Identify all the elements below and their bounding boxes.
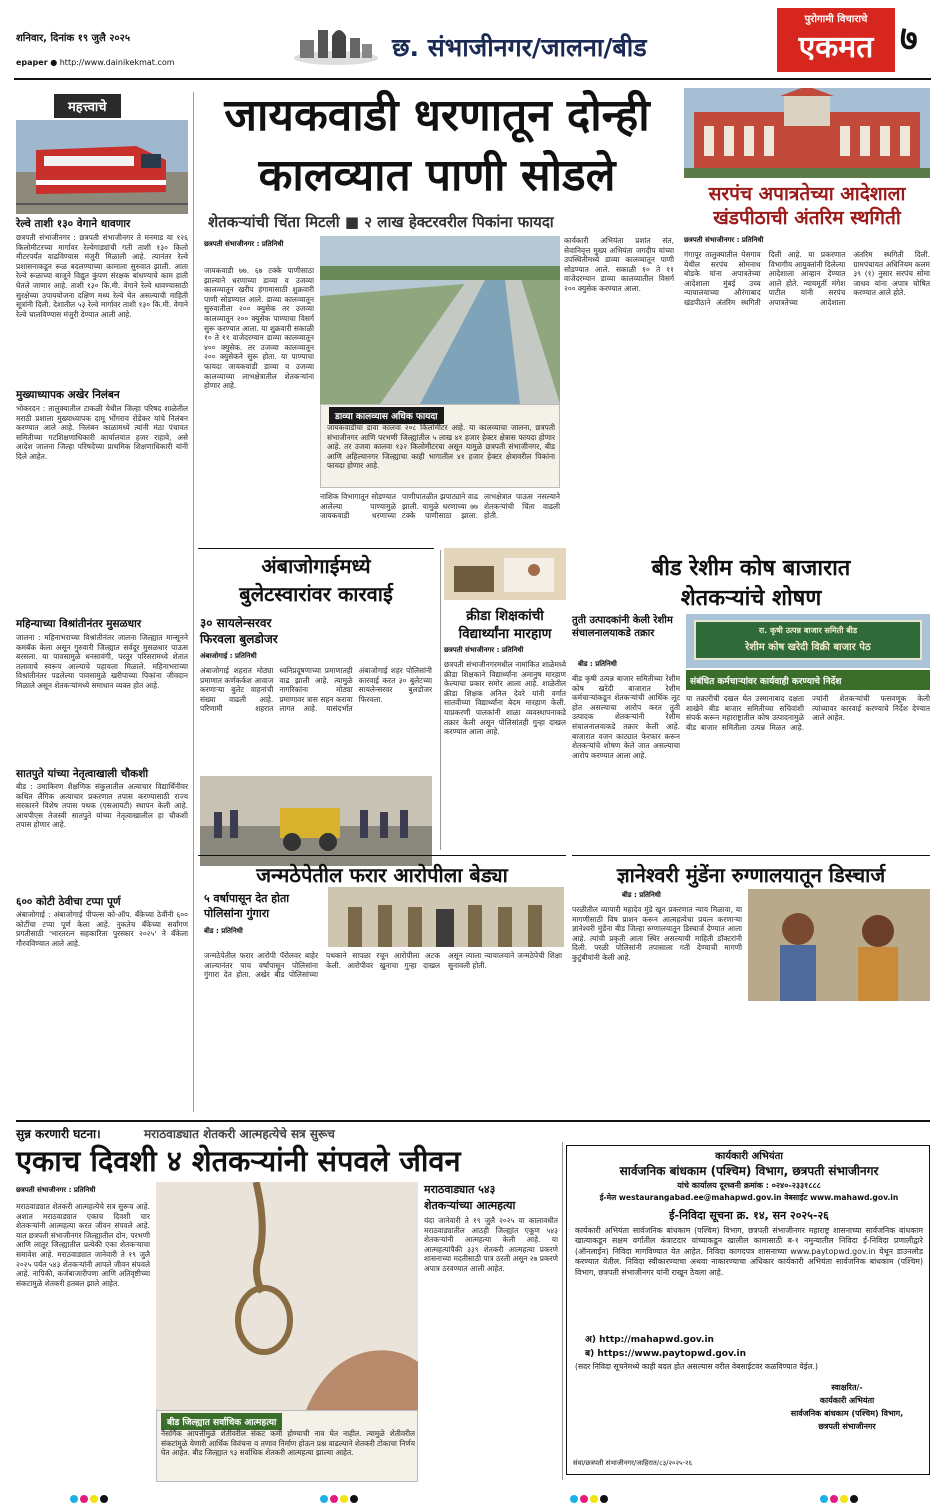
lead-deck: शेतकऱ्यांची चिंता मिटली ■ २ लाख हेक्टरवरील पिकांना फायदा xyxy=(208,213,554,231)
page-number: ७ xyxy=(900,19,918,59)
tender-phone: यांचे कार्यालय दूरध्वनी क्रमांक : ०२४०-२३३१८८८ xyxy=(677,1181,821,1190)
munde-headline: ज्ञानेश्वरी मुंडेंना रुग्णालयातून डिस्चार्ज xyxy=(616,863,886,887)
resham-bar-body: या तक्रारीची दखल घेत उस्मानाबाद दक्षता शाखेने बीड बाजार समितीच्या सचिवांशी संपर्क करून महाराष्ट्रातील कोष उत्पादनामुळे बीड बाजार समितीला उत्पन्न मिळत आहे. ज्यांनी शेतकऱ्यांची फसवणूक केली त्यांच्यावर कारवाई करण्याचे निर्देश देण्यात आले आहेत. xyxy=(686,694,930,732)
market-sign-board xyxy=(694,620,922,660)
feature-box-body: यंदा जानेवारी ते १९ जुलै २०२५ या कालावधीत मराठवाड्यातील आठही जिल्ह्यांत एकूण ५४३ शेतकऱ्यांनी आत्महत्या केली आहे. या आत्महत्यांपैकी ३३९ शेतकरी आत्महत्या प्रकरणे शासनाच्या मदतीसाठी पात्र ठरली असून २७ प्रकरणे अपात्र ठरवण्यात आली आहेत. xyxy=(424,1216,558,1273)
lead-body-b: नाशिक विभागातून सोडण्यात आलेल्या पाण्यामुळे जायकवाडी धरणाच्या पाणीपातळीत झपाट्याने वाढ झाली. यामुळे धरणाच्या ७७ टक्के पाणीसाठा झाला. लाभक्षेत्रात पाऊस नसल्याने शेतकऱ्यांची चिंता वाढली होती. xyxy=(320,492,560,521)
city-skyline-illustration xyxy=(292,18,380,66)
canal-photo xyxy=(320,236,560,404)
tender-sign-4: छत्रपती संभाजीनगर xyxy=(818,1422,876,1431)
story-head-suspension: मुख्याध्यापक अखेर निलंबन xyxy=(16,389,120,401)
brand-logo: एकमत xyxy=(798,30,874,65)
tender-title-top: कार्यकारी अभियंता xyxy=(715,1151,783,1162)
column-divider xyxy=(440,550,441,850)
tender-sign-3: सार्वजनिक बांधकाम (पश्चिम) विभाग, xyxy=(790,1409,904,1418)
registration-marks xyxy=(320,1488,390,1496)
munde-story xyxy=(572,855,930,1115)
story-body-suspension: भोकरदन : तालुक्यातील टाकळी येथील जिल्हा परिषद शाळेतील मराठी प्रशाला मुख्याध्यापक दामू भोंगराव रोडेकर यांचे निलंबन करण्यात आले आहे. निलंबन काळामध्ये त्यांनी मंठा पंचायत समितीच्या गटशिक्षणाधिकारी कार्यालयात हजर राहावे, असे आदेश जालना जिल्हा परिषदेच्या प्राथमिक शिक्षणाधिकारी यांनी दिले आहेत. xyxy=(16,404,188,461)
market-sign-line-1: रा. कृषी उत्पन्न बाजार समिती बीड xyxy=(758,626,858,635)
lead-headline-2: कालव्यात पाणी सोडले xyxy=(258,150,616,201)
tender-notice-number: ई-निविदा सूचना क्र. १४, सन २०२५-२६ xyxy=(669,1209,829,1222)
canal-caption-body: जायकवाडीचा डावा कालवा २०८ किलोमीटर आहे. या कालव्याचा जालना, छत्रपती संभाजीनगर आणि परभणी जिल्ह्यांतील ५ लाख ४१ हजार हेक्टर क्षेत्रास फायदा होणार आहे. तर उजवा कालवा १३२ किलोमीटरचा असून यामुळे छत्रपती संभाजीनगर, बीड आणि अहिल्यानगर जिल्ह्याचा काही भागातील ४१ हजार हेक्टर क्षेत्रावरील पिकांना फायदा होणार आहे. xyxy=(327,423,555,471)
story-body-rain: जालना : महिनाभराच्या विश्रांतीनंतर जालना जिल्ह्यात मान्सूनने कमबॅक केला असून गुरुवारी जिल्ह्यात सर्वदूर मुसळधार पाऊस बरसला. या पावसामुळे धनसावंगी, परतूर परिसरामध्ये शेतात तलावाचे स्वरूप आल्याचे पहायला मिळाले. महिनाभराच्या विश्रांतीनंतर पडलेल्या पावसामुळे खरीपाच्या पिकांना जीवदान मिळाले असून शेतकऱ्यांमध्ये समाधान व्यक्त होत आहे. xyxy=(16,633,188,690)
issue-date: शनिवार, दिनांक १९ जुलै २०२५ xyxy=(16,33,131,44)
story-head-rain: महिन्याच्या विश्रांतीनंतर मुसळधार xyxy=(16,618,142,630)
discharge-photo xyxy=(748,889,930,1001)
sarpanch-headline-2: खंडपीठाची अंतरिम स्थगिती xyxy=(713,207,901,229)
market-sign-photo xyxy=(686,614,930,668)
ambajogai-body: अंबाजोगाई शहरात मोठ्या प्रमाणात कर्णकर्कश आवाज करणाऱ्या बुलेट वाहनांची संख्या वाढली आहे. परिणामी शहरात ध्वनिप्रदूषणाच्या प्रमाणातही वाढ झाली आहे. त्यामुळे नागरिकांना मोठ्या प्रमाणावर त्रास सहन करावा लागत आहे. यासंदर्भात अंबाजोगाई शहर पोलिसांनी कारवाई करत ३० बुलेटच्या सायलेन्सरवर बुलडोजर फिरवला. xyxy=(200,666,432,714)
epaper-line xyxy=(16,58,175,67)
resham-headline-1: बीड रेशीम कोष बाजारात xyxy=(651,556,851,581)
resham-deck: तुती उत्पादकांनी केली रेशीम संचालनालयाकडे तक्रार xyxy=(572,615,673,639)
section-tag: महत्त्वाचे xyxy=(54,94,121,118)
feature-kicker-1: सुन्न करणारी घटना। xyxy=(16,1127,101,1141)
epaper-label: epaper xyxy=(16,58,48,67)
ambajogai-headline-2: बुलेटस्वारांवर कारवाई xyxy=(239,582,393,606)
police-group-photo xyxy=(328,887,564,947)
feature-box-head-2: शेतकऱ्यांच्या आत्महत्या xyxy=(424,1199,516,1212)
resham-highlight-bar xyxy=(686,670,930,690)
feature-caption-body: नैसर्गिक आपत्तीमुळे शेतीवरील संकट कमी होण्याची नाव घेत नाहीत. त्यामुळे शेतीवरील संकटांमुळे येणारी आर्थिक विवंचना व तणाव निर्माण होऊन प्रश्न वाढल्याने शेतकरी टोकाचा निर्णय घेत आहेत. बीड जिल्ह्यात ९३ सर्वाधिक शेतकरी आत्महत्या झाल्या आहेत. xyxy=(161,1429,415,1458)
ambajogai-headline-1: अंबाजोगाईमध्ये xyxy=(261,554,371,578)
story-head-inquiry: सातपुते यांच्या नेतृत्वाखाली चौकशी xyxy=(16,768,149,780)
registration-marks xyxy=(70,1488,140,1496)
tender-link-a[interactable]: अ) http://mahapwd.gov.in xyxy=(585,1335,714,1345)
janmathep-body: जन्मठेपेतील फरार आरोपी पॅरोलवर बाहेर आल्यानंतर पाच वर्षांपासून पोलिसांना गुंगारा देत होता. अखेर बीड पोलिसांच्या पथकाने सापळा रचून आरोपीला अटक केली. आरोपीवर खुनाचा गुन्हा दाखल असून त्याला न्यायालयाने जन्मठेपेची शिक्षा सुनावली होती. xyxy=(204,951,562,980)
krida-headline-1: क्रीडा शिक्षकांची xyxy=(466,608,544,624)
feature-box-head-1: मराठवाड्यात ५४३ xyxy=(424,1183,496,1196)
krida-byline: छत्रपती संभाजीनगर : प्रतिनिधी xyxy=(444,646,524,654)
ambajogai-byline: अंबाजोगाई : प्रतिनिधी xyxy=(200,652,257,660)
bulldozer-photo xyxy=(200,776,432,866)
munde-byline: बीड : प्रतिनिधी xyxy=(622,891,661,899)
feature-kicker-2: मराठवाड्यात शेतकरी आत्महत्येचे सत्र सुरूच xyxy=(144,1127,335,1141)
sarpanch-byline: छत्रपती संभाजीनगर : प्रतिनिधी xyxy=(684,236,764,244)
resham-highlight-text: संबंधित कर्मचाऱ्यांवर कार्यवाही करण्याचे निर्देश xyxy=(690,677,842,687)
globe-icon: ● xyxy=(50,58,58,67)
tender-body: कार्यकारी अभियंता सार्वजनिक बांधकाम (पश्चिम) विभाग, छत्रपती संभाजीनगर महाराष्ट्र शासनाच्या सार्वजनिक बांधकाम खात्याकडून सक्षम वर्गातील कंत्राटदार यांच्याकडून खालील कामासाठी ब-१ नमुन्यातील निविदा ई-निविदा प्रणालीद्वारे (ऑनलाईन) निविदा मागविण्यात येत आहेत. निविदा कागदपत्र शासनाच्या www.paytopwd.gov.in येथून डाउनलोड करण्यात येतील. निविदा स्वीकारण्याचा अथवा नाकारण्याचा अधिकार कार्यकारी अभियंता सार्वजनिक बांधकाम (पश्चिम) विभाग, छत्रपती संभाजीनगर यांनी राखून ठेवला आहे. xyxy=(575,1226,923,1277)
feature-stat-box xyxy=(424,1182,558,1482)
canal-caption-title: डाव्या कालव्यास अधिक फायदा xyxy=(329,407,444,424)
feature-caption-title: बीड जिल्ह्यात सर्वाधिक आत्महत्या xyxy=(161,1413,282,1430)
story-body-inquiry: बीड : उमाकिरण शैक्षणिक संकुलातील अत्याचार विद्यार्थिनीवर कथित लैंगिक अत्याचार प्रकरणात तपास करण्यासाठी राज्य सरकारने विशेष तपास पथक (एसआयटी) स्थापन केली आहे. आयपीएस तेजस्वी सातपुते यांच्या नेतृत्वाखालील हा चौकशी तपास होणार आहे. xyxy=(16,782,188,830)
story-body-railway: छत्रपती संभाजीनगर : छत्रपती संभाजीनगर ते मनमाड या १२६ किलोमीटरच्या मार्गावर रेल्वेगाड्यांची गती ताशी १३० किलो मीटरपर्यंत वाढविण्यास मंजुरी मिळाली आहे. त्यानंतर रेल्वे प्रशासनाकडून रूळ बदलण्याच्या कामाला सुरुवात झाली. आता रेल्वे रूळाच्या बाजूने विद्युत कुंपण संरक्षक बांधण्याचे काम हाती घेतले जाणार आहे. ताशी १३० कि.मी. वेगाने रेल्वे धावण्यासाठी सुरक्षेच्या उपाययोजना दक्षिण मध्य रेल्वे घेत असल्याची माहिती सूत्रांनी दिली. देशातील ५३ रेल्वे मार्गावर ताशी १३० कि.मी. वेगाने रेल्वे चालविण्यास मंजुरी देण्यात आली आहे. xyxy=(16,233,188,319)
ambajogai-story xyxy=(198,548,434,848)
munde-rule xyxy=(572,855,930,856)
column-divider xyxy=(193,92,194,1112)
tender-reference: संवा/छत्रपती संभाजीनगर/जाहिरात/८३/२०२५-२६ xyxy=(573,1459,693,1467)
train-photo xyxy=(16,120,188,214)
left-column xyxy=(16,90,188,860)
story-head-bank: ६०० कोटी ठेवीचा टप्पा पूर्ण xyxy=(16,896,121,908)
resham-byline: बीड : प्रतिनिधी xyxy=(578,660,617,668)
lead-byline: छत्रपती संभाजीनगर : प्रतिनिधी xyxy=(204,240,284,248)
janmathep-deck-2: पोलिसांना गुंगारा xyxy=(204,907,270,920)
brand-block xyxy=(777,8,895,72)
masthead xyxy=(0,0,945,88)
munde-body: परळीतील व्यापारी महादेव मुंडे खून प्रकरणात न्याय मिळावा, या मागणीसाठी विष प्राशन करून आत्महत्येचा प्रयत्न करणाऱ्या ज्ञानेश्वरी मुंडेंना बीड जिल्हा रुग्णालयातून डिस्चार्ज देण्यात आला आहे. त्यांची प्रकृती आता स्थिर असल्याची माहिती डॉक्टरांनी दिली. परळी पोलिसांनी तपासाला गती देण्याची मागणी कुटुंबीयांनी केली आहे. xyxy=(572,905,742,962)
tender-notice xyxy=(566,1145,930,1475)
janmathep-headline: जन्मठेपेतील फरार आरोपीला बेड्या xyxy=(256,863,508,887)
tender-title-main: सार्वजनिक बांधकाम (पश्चिम) विभाग, छत्रपती संभाजीनगर xyxy=(619,1164,879,1178)
lead-body-a: जायकवाडी ७७. ६७ टक्के पाणीसाठा झाल्याने धरणाच्या डाव्या व उजव्या कालव्यातून खरीप हंगामासाठी शुक्रवारी पाणी सोडण्यात आले. डाव्या कालव्यातून सुरुवातीला २०० क्युसेक तर उजव्या कालव्यातून २०० क्युसेक पाण्याचा विसर्ग सुरू करण्यात आला. या शुक्रवारी सकाळी १० ते ११ वाजेदरम्यान डाव्या कालव्यातून ४०० क्युसेक. तर उजव्या कालव्यातून २०० क्युसेकने सुरू होता. या पाण्याचा फायदा जायकवाडी डाव्या व उजव्या कालव्याच्या लाभक्षेत्रातील शेतकऱ्यांना होणार आहे. xyxy=(204,266,314,391)
sarpanch-story xyxy=(684,88,930,548)
registration-marks xyxy=(820,1488,890,1496)
resham-body: बीड कृषी उत्पन्न बाजार समितीच्या रेशीम कोष खरेदी बाजारात रेशीम कर्मचाऱ्यांकडून शेतकऱ्यांची आर्थिक लूट होत असल्याचा आरोप करत तुती उत्पादक शेतकऱ्यांनी रेशीम संचालनालयाकडे तक्रार केली आहे. बाजारात वजन काट्यात फेरफार करून शेतकऱ्यांचे शोषण केले जात असल्याचा आरोप करण्यात आला आहे. xyxy=(572,674,680,760)
canal-caption-box xyxy=(320,404,560,488)
resham-headline-2: शेतकऱ्यांचे शोषण xyxy=(680,586,822,611)
feature-story xyxy=(16,1142,558,1482)
lead-story xyxy=(198,88,676,548)
feature-kicker-band xyxy=(16,1120,930,1140)
brand-tagline: पुरोगामी विचाराचे xyxy=(804,14,868,25)
noose-photo xyxy=(156,1182,418,1410)
janmathep-byline: बीड : प्रतिनिधी xyxy=(204,927,243,935)
edition-title: छ. संभाजीनगर/जालना/बीड xyxy=(392,33,647,62)
tender-link-b[interactable]: ब) https://www.paytopwd.gov.in xyxy=(585,1349,747,1359)
tender-footnote: (सदर निविदा सूचनेमध्ये काही बदल होत असल्यास वरील वेबसाईटवर कळविण्यात येईल.) xyxy=(575,1362,819,1371)
story-body-bank: अंबाजोगाई : अंबाजोगाई पीपल्स को-ऑप. बँकेच्या ठेवींनी ६०० कोटींचा टप्पा पूर्ण केला आहे. नुकतेच बँकेच्या सर्वांगण प्रगतीसाठी 'भारतरत्न सहकारिता पुरस्कार २०२५' ने बँकेला गौरवविण्यात आले आहे. xyxy=(16,910,188,948)
tender-email: ई-मेल westaurangabad.ee@mahapwd.gov.in वेबसाईट www.mahawd.gov.in xyxy=(599,1193,899,1202)
court-building-photo xyxy=(684,88,930,178)
tender-sign-1: स्वाक्षरित/- xyxy=(831,1383,863,1392)
website-link[interactable]: http://www.dainikekmat.com xyxy=(59,58,175,67)
tender-sign-2: कार्यकारी अभियंता xyxy=(819,1396,875,1405)
column-divider xyxy=(562,1142,563,1480)
market-sign-line-2: रेशीम कोष खरेदी विक्री बाजार पेठ xyxy=(745,642,871,653)
janmathep-rule xyxy=(198,855,566,856)
ambajogai-rule xyxy=(198,548,434,549)
feature-body: मराठवाड्यात शेतकरी आत्महत्येचे सत्र सुरूच आहे. अशात मराठवाड्यात एकाच दिवशी चार शेतकऱ्यांनी आत्महत्या करत जीवन संपवले आहे. यात छत्रपती संभाजीनगर जिल्ह्यातील दोन, परभणी आणि लातूर जिल्ह्यातील प्रत्येकी एका शेतकऱ्याचा समावेश आहे. मराठवाड्यात जानेवारी ते १९ जुलै २०२५ पर्यंत ५४३ शेतकऱ्यांनी आपले जीवन संपवले आहे. नापिकी, कर्जबाजारीपणा आणि अतिवृष्टीच्या संकटामुळे शेतकरी हतबल झाले आहेत. xyxy=(16,1202,150,1288)
lead-body-c: कार्यकारी अभियंता प्रशांत संत, सेवानिवृत्त मुख्य अभियंता जगदीप यांच्या उपस्थितीमध्ये डाव्या कालव्यातून पाणी सोडण्यात आले. सकाळी १० ते ११ वाजेदरम्यान डाव्या कालव्यातील विसर्ग २०० क्युसेक करण्यात आला. xyxy=(564,236,674,293)
janmathep-story xyxy=(198,855,566,1115)
masthead-rule xyxy=(14,78,931,80)
ambajogai-deck-2: फिरवला बुलडोजर xyxy=(200,632,278,646)
sarpanch-body: गंगापूर तालुक्यातील येसगाव येथील सरपंच सोमनाथ बोडके यांना अपात्रतेच्या आदेशाला मुंबई उच्च न्यायालयाच्या औरंगाबाद खंडपीठाने अंतरिम स्थगिती दिली आहे. या प्रकरणात विभागीय आयुक्तांनी दिलेल्या आदेशाला आव्हान देण्यात आले होते. न्यायमूर्ती मंगेश पाटील यांनी सरपंच अपात्रतेच्या आदेशाला अंतरिम स्थगिती दिली. ग्रामपंचायत अधिनियम कलम ३९ (१) नुसार सरपंच सोमा जाधव यांना अपात्र घोषित करण्यात आले होते. xyxy=(684,250,930,307)
school-photo xyxy=(444,548,566,600)
sarpanch-headline-1: सरपंच अपात्रतेच्या आदेशाला xyxy=(708,183,906,205)
feature-headline: एकाच दिवशी ४ शेतकऱ्यांनी संपवले जीवन xyxy=(16,1144,461,1178)
left-column-lower xyxy=(16,768,188,1128)
ambajogai-deck-1: ३० सायलेन्सरवर xyxy=(200,616,272,630)
krida-story xyxy=(444,548,566,848)
resham-story xyxy=(572,548,930,848)
story-head-railway: रेल्वे ताशी १३० वेगाने धावणार xyxy=(16,218,131,230)
krida-headline-2: विद्यार्थ्यांना मारहाण xyxy=(458,626,552,642)
krida-body: छत्रपती संभाजीनगरमधील नामांकित शाळेमध्ये क्रीडा शिक्षकाने विद्यार्थ्यांना अमानुष मारहाण केल्याचा प्रकार समोर आला आहे. शाळेतील क्रीडा शिक्षक अनिल देवरे यांनी वर्गात सातवीच्या विद्यार्थ्यांना बेदम मारहाण केली. याप्रकरणी पालकांनी शाळा व्यवस्थापनाकडे तक्रार केली असून पोलिसांतही गुन्हा दाखल करण्यात आला आहे. xyxy=(444,660,566,737)
feature-caption-box xyxy=(156,1410,418,1482)
janmathep-deck-1: ५ वर्षापासून देत होता xyxy=(204,892,290,905)
registration-marks xyxy=(570,1488,640,1496)
lead-headline-1: जायकवाडी धरणातून दोन्ही xyxy=(224,90,650,141)
feature-byline: छत्रपती संभाजीनगर : प्रतिनिधी xyxy=(16,1186,96,1194)
